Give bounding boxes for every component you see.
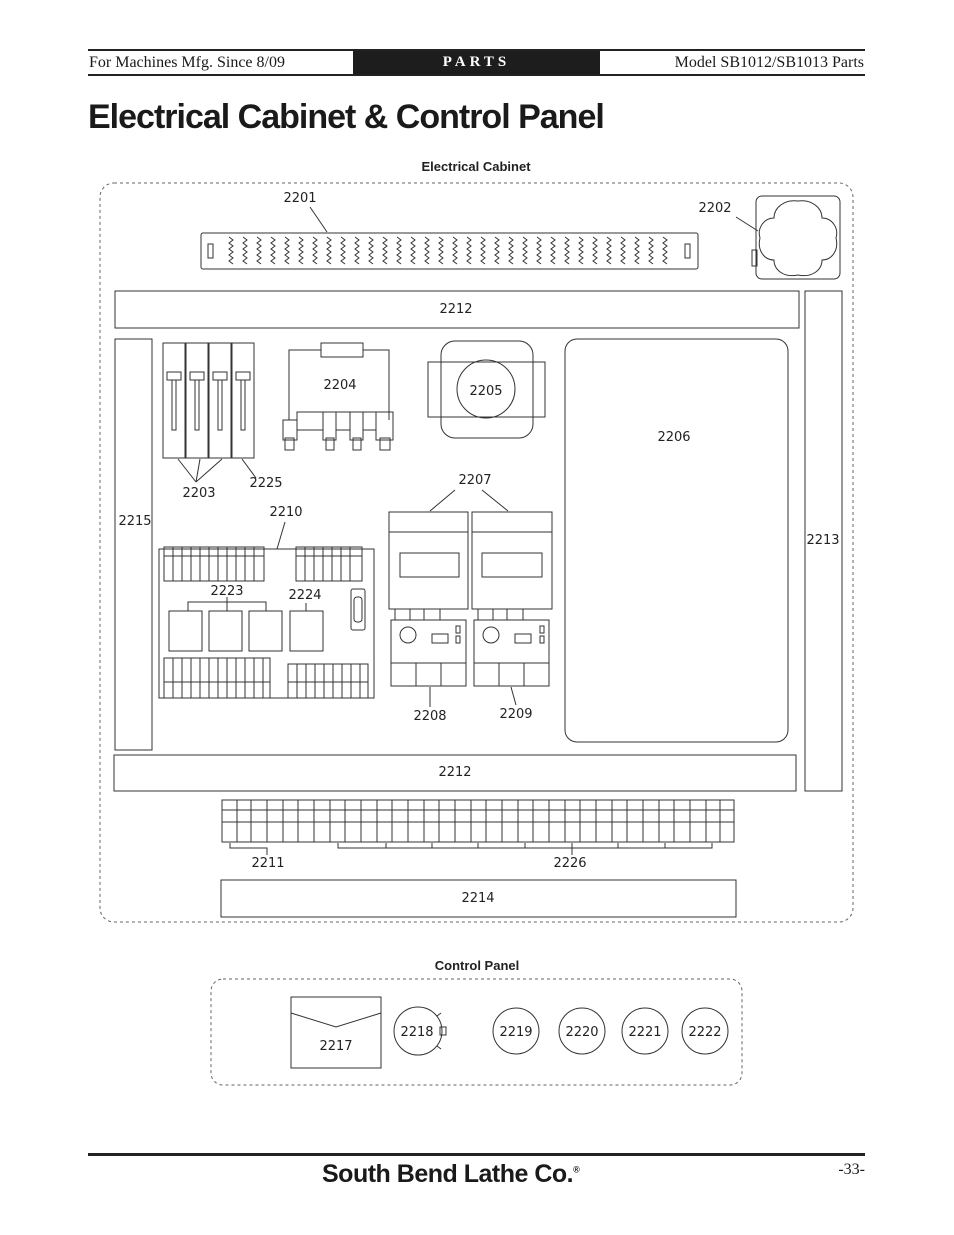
header-machines-note: For Machines Mfg. Since 8/09 [89,54,285,71]
part-2211-bracket [230,843,267,855]
label-2206: 2206 [657,430,691,445]
label-2225: 2225 [249,476,283,491]
label-2204: 2204 [323,378,357,393]
label-2202: 2202 [698,201,732,216]
part-2210-terminal-row-bottom [164,658,368,698]
part-2202-fan-blade [759,201,836,276]
part-2209-leader [511,687,516,705]
part-2208-overload [391,620,466,686]
label-2209: 2209 [499,707,533,722]
label-2212-top: 2212 [439,302,473,317]
label-2213: 2213 [806,533,840,548]
part-2201-zigzag-repeats [243,237,667,264]
part-2207-leader-a [430,490,455,511]
label-2217: 2217 [319,1039,353,1054]
label-2221: 2221 [628,1025,662,1040]
cabinet-outline [100,183,853,922]
label-2220: 2220 [565,1025,599,1040]
part-2207-leader-b [482,490,508,511]
label-2218: 2218 [400,1025,434,1040]
header-model-label: Model SB1012/SB1013 Parts [674,54,864,71]
part-2210-leader [277,522,285,549]
header-section-label: PARTS [353,51,600,74]
part-2203-breakers [163,343,254,458]
part-2202-leader [736,217,758,231]
part-2223-relays [169,597,282,651]
label-2226: 2226 [553,856,587,871]
label-2210: 2210 [269,505,303,520]
label-2207: 2207 [458,473,492,488]
part-2202-fan-housing [756,196,840,279]
brand-name: South Bend Lathe Co. [322,1160,574,1188]
part-2201-leader [310,207,327,232]
part-2206-inverter [565,339,788,742]
page-number: -33- [838,1161,865,1178]
label-2208: 2208 [413,709,447,724]
label-2223: 2223 [210,584,244,599]
part-2207-contactors [389,512,552,620]
label-2201: 2201 [283,191,317,206]
part-2210-connector [351,589,365,630]
footer-rule [88,1153,865,1156]
part-2204-fuse-block [283,343,393,450]
part-2226-terminal-blocks [222,800,734,842]
part-2201-zigzag [229,237,233,264]
part-2209-overload [474,620,549,686]
part-2201-end-right [685,244,690,258]
label-2212-bottom: 2212 [438,765,472,780]
label-2215: 2215 [118,514,152,529]
label-2203: 2203 [182,486,216,501]
label-2219: 2219 [499,1025,533,1040]
part-2210-terminal-row-top [164,547,362,581]
label-2205: 2205 [469,384,503,399]
label-2222: 2222 [688,1025,722,1040]
label-2224: 2224 [288,588,322,603]
cabinet-caption: Electrical Cabinet [421,159,531,174]
part-2201-end-left [208,244,213,258]
registered-mark: ® [573,1164,580,1175]
part-2215-left-rail [115,339,152,750]
page-title: Electrical Cabinet & Control Panel [88,98,604,136]
part-2203-leader-a [178,459,196,482]
label-2214: 2214 [461,891,495,906]
brand-logo [322,1160,579,1189]
part-2224-relay [290,611,323,651]
part-2217-display [291,997,381,1068]
label-2211: 2211 [251,856,285,871]
control-panel-caption: Control Panel [434,958,520,973]
